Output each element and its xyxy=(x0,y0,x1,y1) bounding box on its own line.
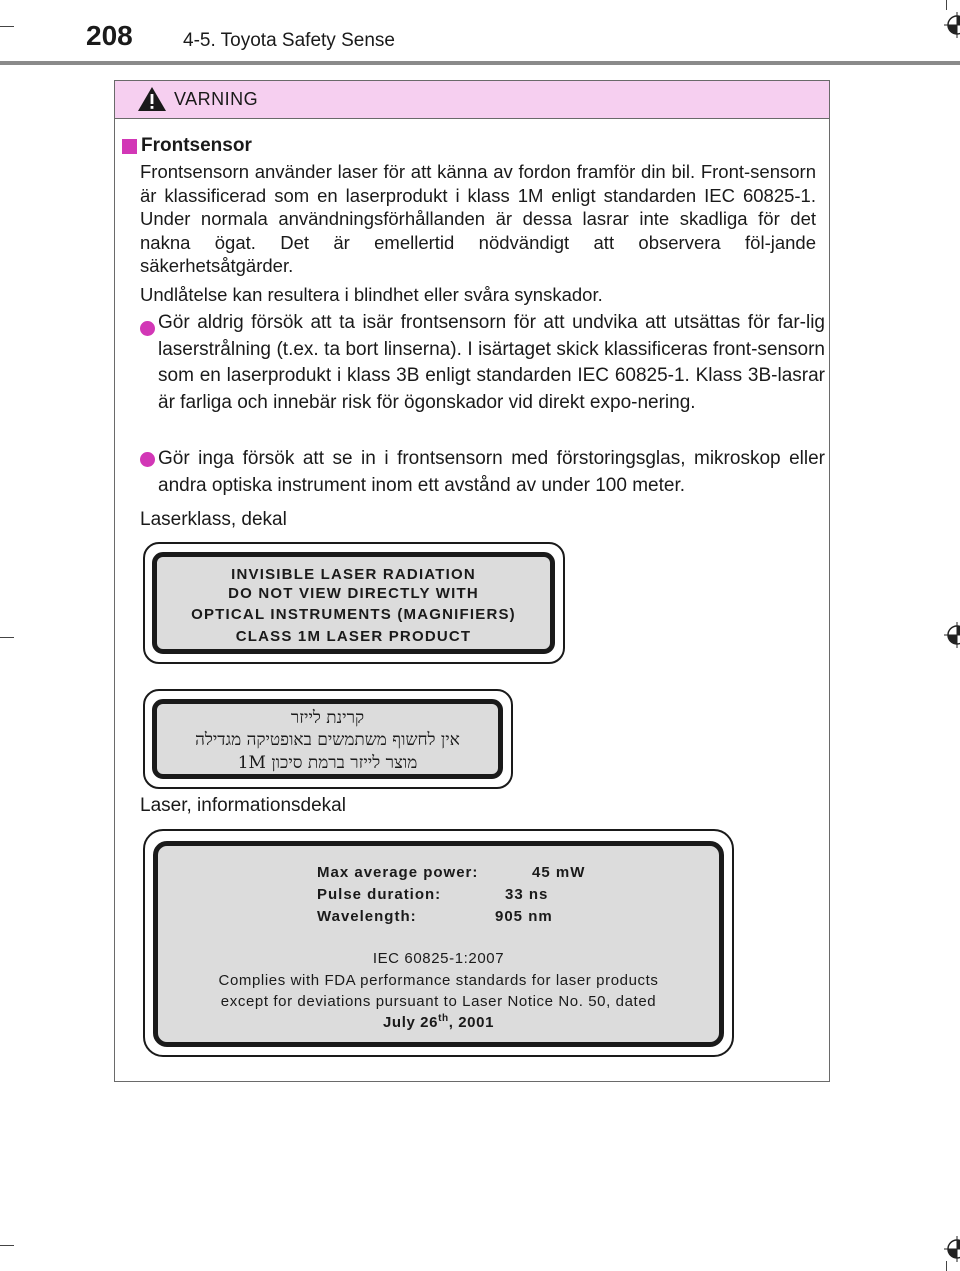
warning-header xyxy=(115,81,829,119)
label-line: מוצר לייזר ברמת סיכון 1M xyxy=(237,753,418,773)
pulse-duration-value: 33 ns xyxy=(505,886,549,903)
laser-class-label-he xyxy=(143,689,513,789)
warning-label: VARNING xyxy=(174,89,259,109)
date-text xyxy=(158,1013,719,1031)
page-number: 208 xyxy=(86,20,133,51)
square-bullet-icon xyxy=(122,139,137,154)
warning-paragraph-consequence: Undlåtelse kan resultera i blindhet eller svåra synskador. xyxy=(140,284,603,305)
label-line: INVISIBLE LASER RADIATION xyxy=(231,566,476,583)
caption-laser-info-label: Laser, informationsdekal xyxy=(140,795,346,816)
circle-bullet-icon xyxy=(140,452,155,467)
registration-mark-icon xyxy=(944,622,960,648)
pulse-duration-key: Pulse duration: xyxy=(317,886,442,903)
laser-info-label xyxy=(143,829,734,1057)
registration-mark-icon xyxy=(944,12,960,38)
bullet-item: Gör aldrig försök att ta isär frontsensorn för att undvika att utsättas för far-lig laserstrålning (t.ex. ta bort linserna). I isärtaget skick klassificeras front-sensorn som en laserprodukt i klass 3B enligt standarden IEC 60825-1. Klass 3B-lasrar är farliga och innebär risk för ögonskador vid direkt expo-nering. xyxy=(158,312,825,413)
crop-mark xyxy=(946,1261,947,1271)
crop-mark xyxy=(946,0,947,10)
crop-mark xyxy=(0,637,14,638)
warning-subheading: Frontsensor xyxy=(141,135,252,156)
standard-text: IEC 60825-1:2007 xyxy=(372,950,505,967)
label-line: CLASS 1M LASER PRODUCT xyxy=(235,628,472,645)
bullet-item: Gör inga försök att se in i frontsensorn med förstoringsglas, mikroskop eller andra optiska instrument inom ett avstånd av under 100 meter. xyxy=(158,448,825,496)
warning-paragraph: Frontsensorn använder laser för att känna av fordon framför din bil. Front-sensorn är klassificerad som en laserprodukt i klass 1M enligt standarden IEC 60825-1. Under normala användningsförhållanden är dessa lasrar inte skadliga för det nakna ögat. Det är emellertid nödvändigt att observera föl-jande säkerhetsåtgärder. xyxy=(140,161,816,276)
label-line: קרינת לייזר xyxy=(290,708,365,728)
fda-text: Complies with FDA performance standards for laser products xyxy=(218,972,659,989)
wavelength-value: 905 nm xyxy=(495,908,553,925)
max-power-key: Max average power: xyxy=(317,864,479,881)
header-rule xyxy=(0,61,960,65)
wavelength-key: Wavelength: xyxy=(317,908,417,925)
date-prefix: July 26 xyxy=(382,1014,439,1031)
section-title: 4-5. Toyota Safety Sense xyxy=(183,30,395,51)
label-line: אין לחשוף משתמשים באופטיקה מגדילה xyxy=(195,730,460,750)
warning-triangle-icon xyxy=(137,86,167,112)
crop-mark xyxy=(0,1245,14,1246)
fda-text: except for deviations pursuant to Laser Notice No. 50, dated xyxy=(220,993,657,1010)
label-line: OPTICAL INSTRUMENTS (MAGNIFIERS) xyxy=(191,606,516,623)
laser-class-label-en xyxy=(143,542,565,664)
caption-laser-class-label: Laserklass, dekal xyxy=(140,509,287,530)
date-year: , 2001 xyxy=(448,1014,495,1031)
crop-mark xyxy=(0,26,14,27)
date-suffix-sup: th xyxy=(438,1013,449,1024)
label-line: DO NOT VIEW DIRECTLY WITH xyxy=(228,585,479,602)
max-power-value: 45 mW xyxy=(532,864,586,881)
circle-bullet-icon xyxy=(140,321,155,336)
registration-mark-icon xyxy=(944,1236,960,1262)
